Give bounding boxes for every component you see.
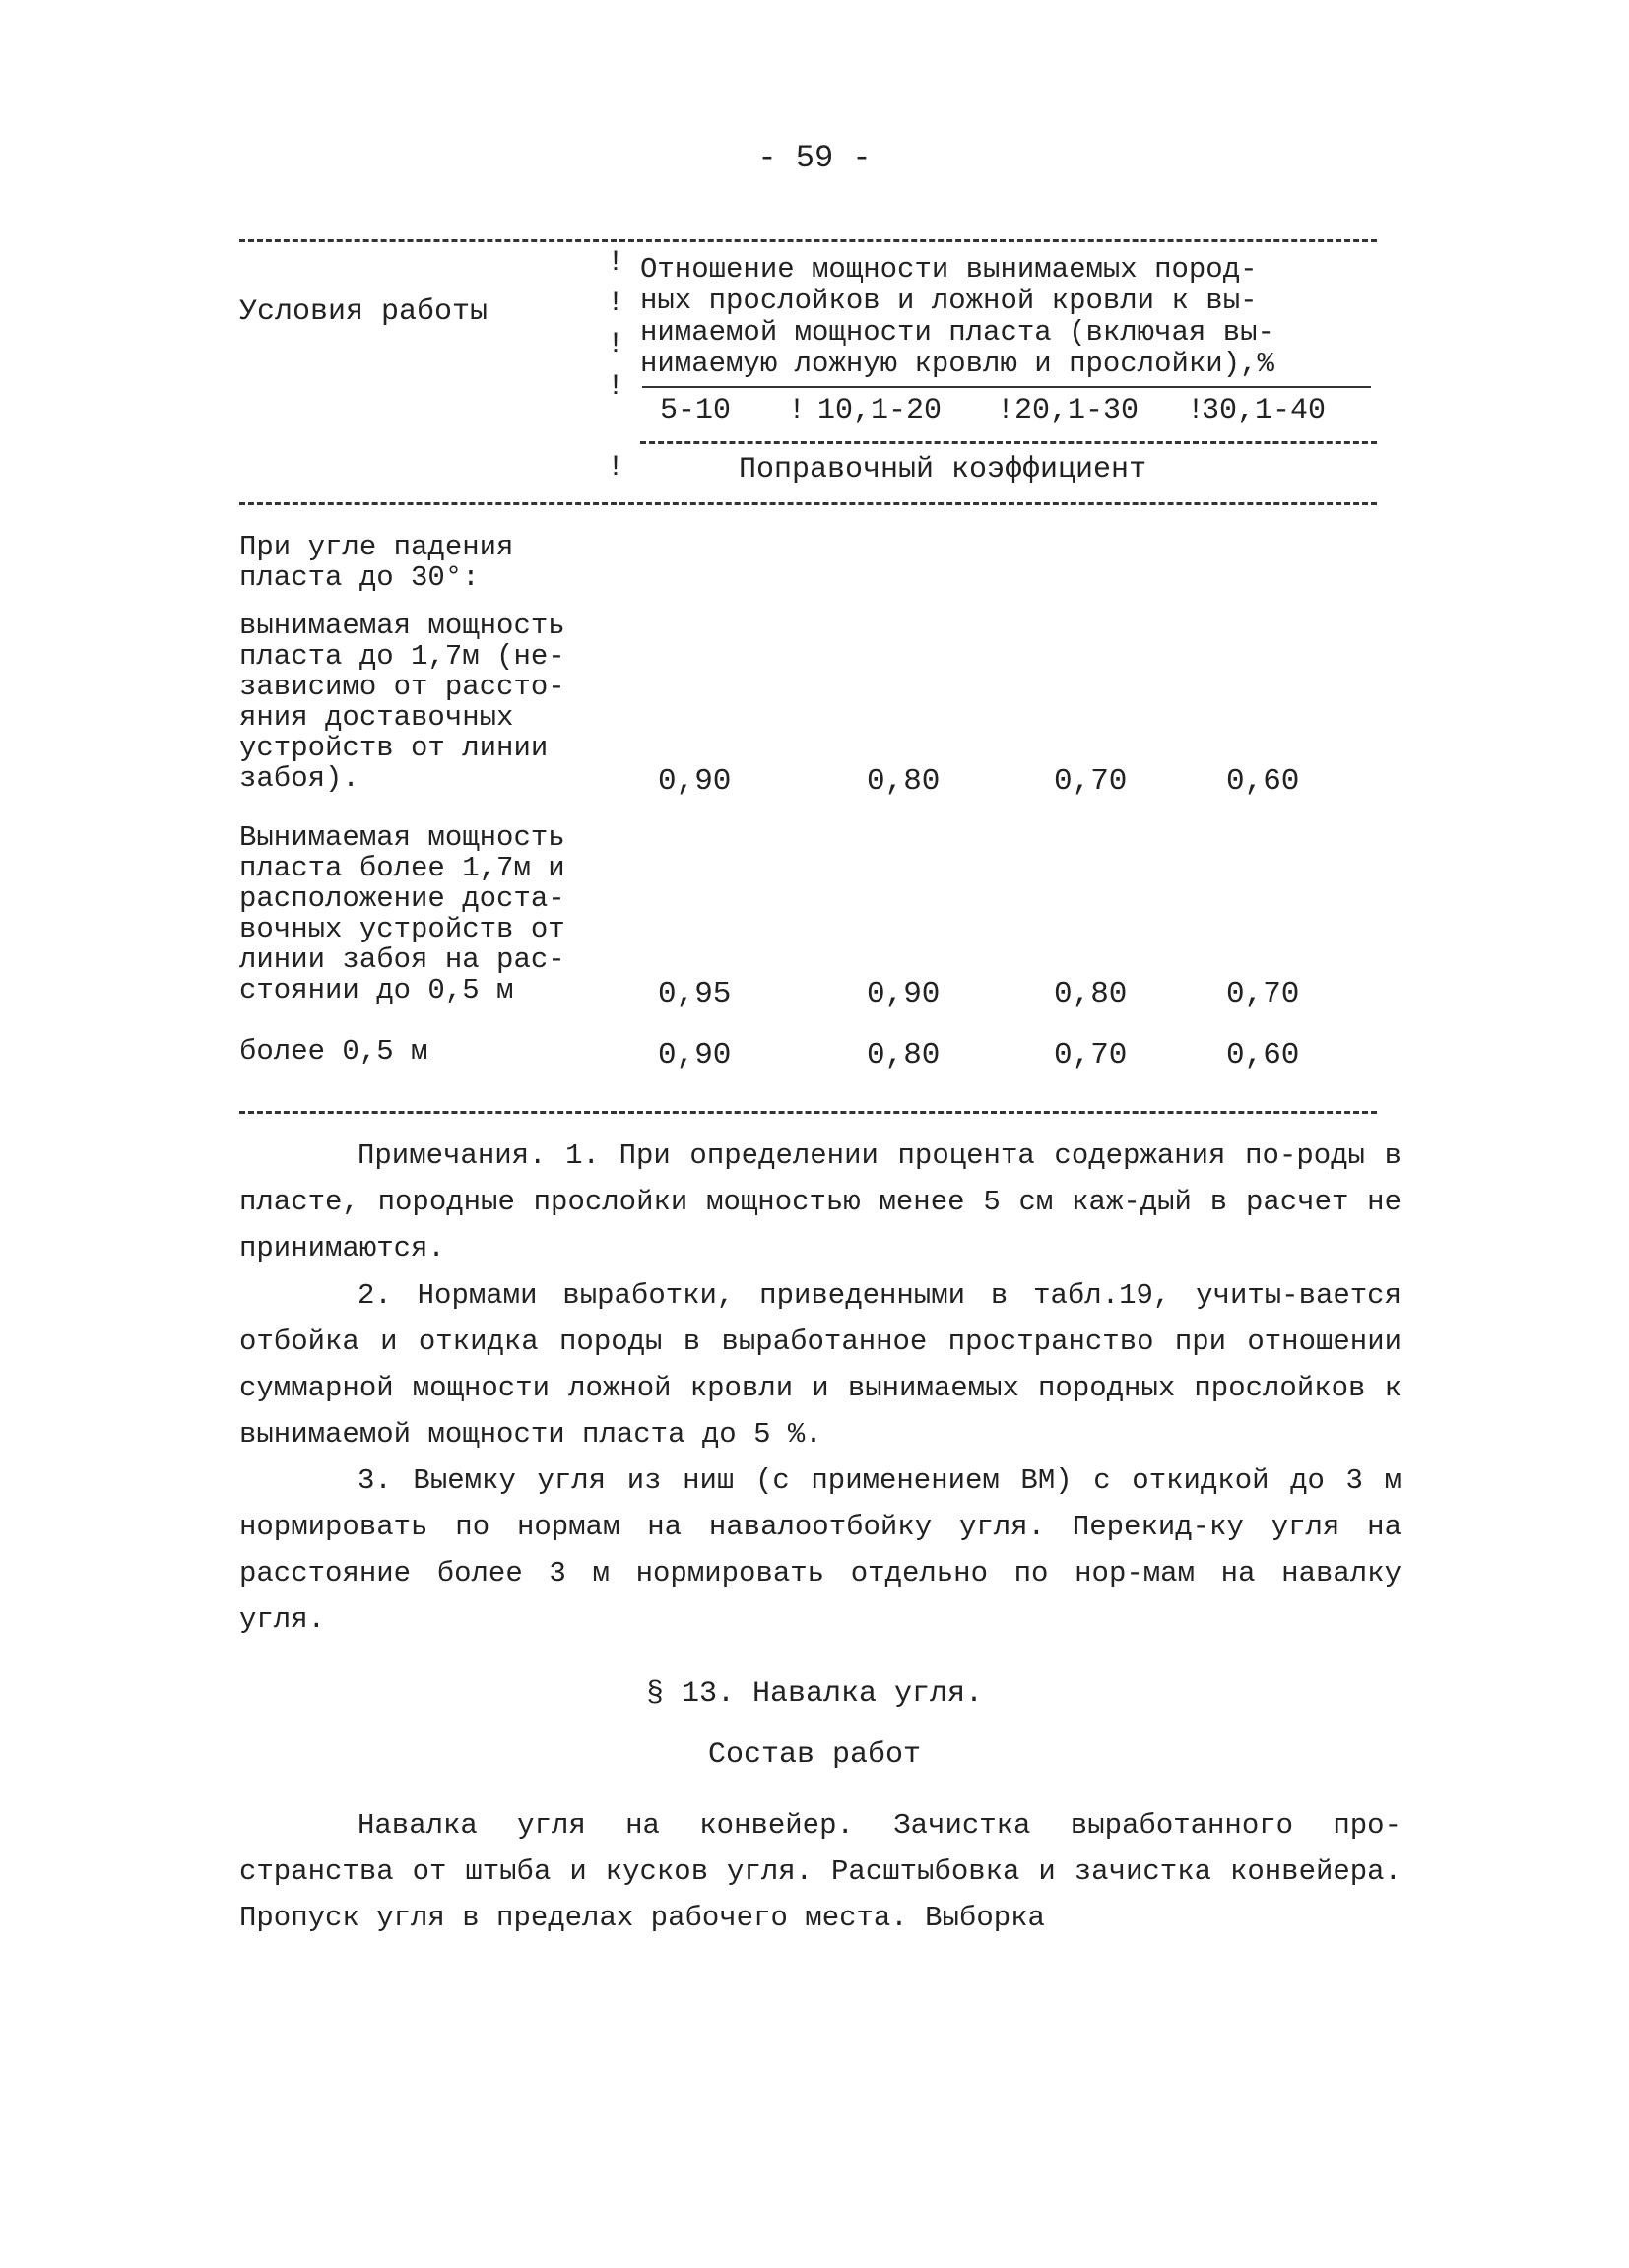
row-value: 0,95 (658, 977, 732, 1011)
section-title: § 13. Навалка угля. (645, 1677, 984, 1711)
row-condition: вынимаемая мощность пласта до 1,7м (не- зависимо от рассто- яния доставочных устройств от линии забоя). (239, 610, 565, 795)
row-value: 0,60 (1226, 1038, 1300, 1072)
column-separator: ! (607, 287, 625, 320)
range-header: 30,1-40 (1202, 394, 1327, 427)
group-label: При угле падения пласта до 30°: (239, 531, 514, 594)
row-value: 0,80 (867, 764, 941, 799)
row-value: 0,80 (1054, 977, 1128, 1011)
range-header: 10,1-20 (817, 394, 943, 427)
row-condition: более 0,5 м (239, 1035, 428, 1068)
row-value: 0,70 (1054, 764, 1128, 799)
row-value: 0,70 (1054, 1038, 1128, 1072)
row-condition: Вынимаемая мощность пласта более 1,7м и расположение доста- вочных устройств от линии забоя на рас- стоянии до 0,5 м (239, 821, 565, 1006)
note-3: 3. Выемку угля из ниш (с применением ВМ) с откидкой до 3 м нормировать по нормам на навалоотбойку угля. Перекид-ку угля на расстояние более 3 м нормировать отдельно по нор-мам на навалку угля. (239, 1464, 1401, 1636)
header-underline (642, 386, 1371, 388)
range-header: 5-10 (660, 394, 732, 427)
column-separator: ! (607, 451, 625, 485)
table-bottom-rule (239, 1111, 1377, 1114)
range-separator: ! (788, 394, 807, 427)
subsection-title: Состав работ (707, 1738, 922, 1772)
ranges-rule (640, 441, 1377, 444)
table-top-rule (239, 239, 1377, 242)
row-value: 0,70 (1226, 977, 1300, 1011)
column-separator: ! (607, 370, 625, 404)
column-header-conditions: Условия работы (239, 295, 489, 329)
column-header-ratio: Отношение мощности вынимаемых пород- ных прослойков и ложной кровли к вы- нимаемой мощности пласта (включая вы- нимаемую ложную кровлю и прослойки),% (640, 253, 1274, 380)
range-header: 20,1-30 (1014, 394, 1140, 427)
note-1: Примечания. 1. При определении процента содержания по-роды в пласте, породные прослойки мощностью менее 5 см каж-дый в расчет не принимаются. (239, 1139, 1401, 1264)
row-value: 0,80 (867, 1038, 941, 1072)
coefficient-label: Поправочный коэффициент (739, 453, 1147, 486)
header-bottom-rule (239, 502, 1377, 505)
row-value: 0,60 (1226, 764, 1300, 799)
row-value: 0,90 (658, 764, 732, 799)
page-number: - 59 - (757, 140, 872, 176)
range-separator: ! (1187, 394, 1205, 427)
row-value: 0,90 (867, 977, 941, 1011)
section-text: Навалка угля на конвейер. Зачистка выработанного про-странства от штыба и кусков угля. Расштыбовка и зачистка конвейера. Пропуск угля в пределах рабочего места. Выборка (239, 1809, 1401, 1934)
note-2: 2. Нормами выработки, приведенными в табл.19, учиты-вается отбойка и откидка породы в выработанное пространство при отношении суммарной мощности ложной кровли и вынимаемых породных прослойков к вынимаемой мощности пласта до 5 %. (239, 1279, 1401, 1451)
column-separator: ! (607, 246, 625, 280)
range-separator: ! (997, 394, 1015, 427)
column-separator: ! (607, 328, 625, 361)
row-value: 0,90 (658, 1038, 732, 1072)
